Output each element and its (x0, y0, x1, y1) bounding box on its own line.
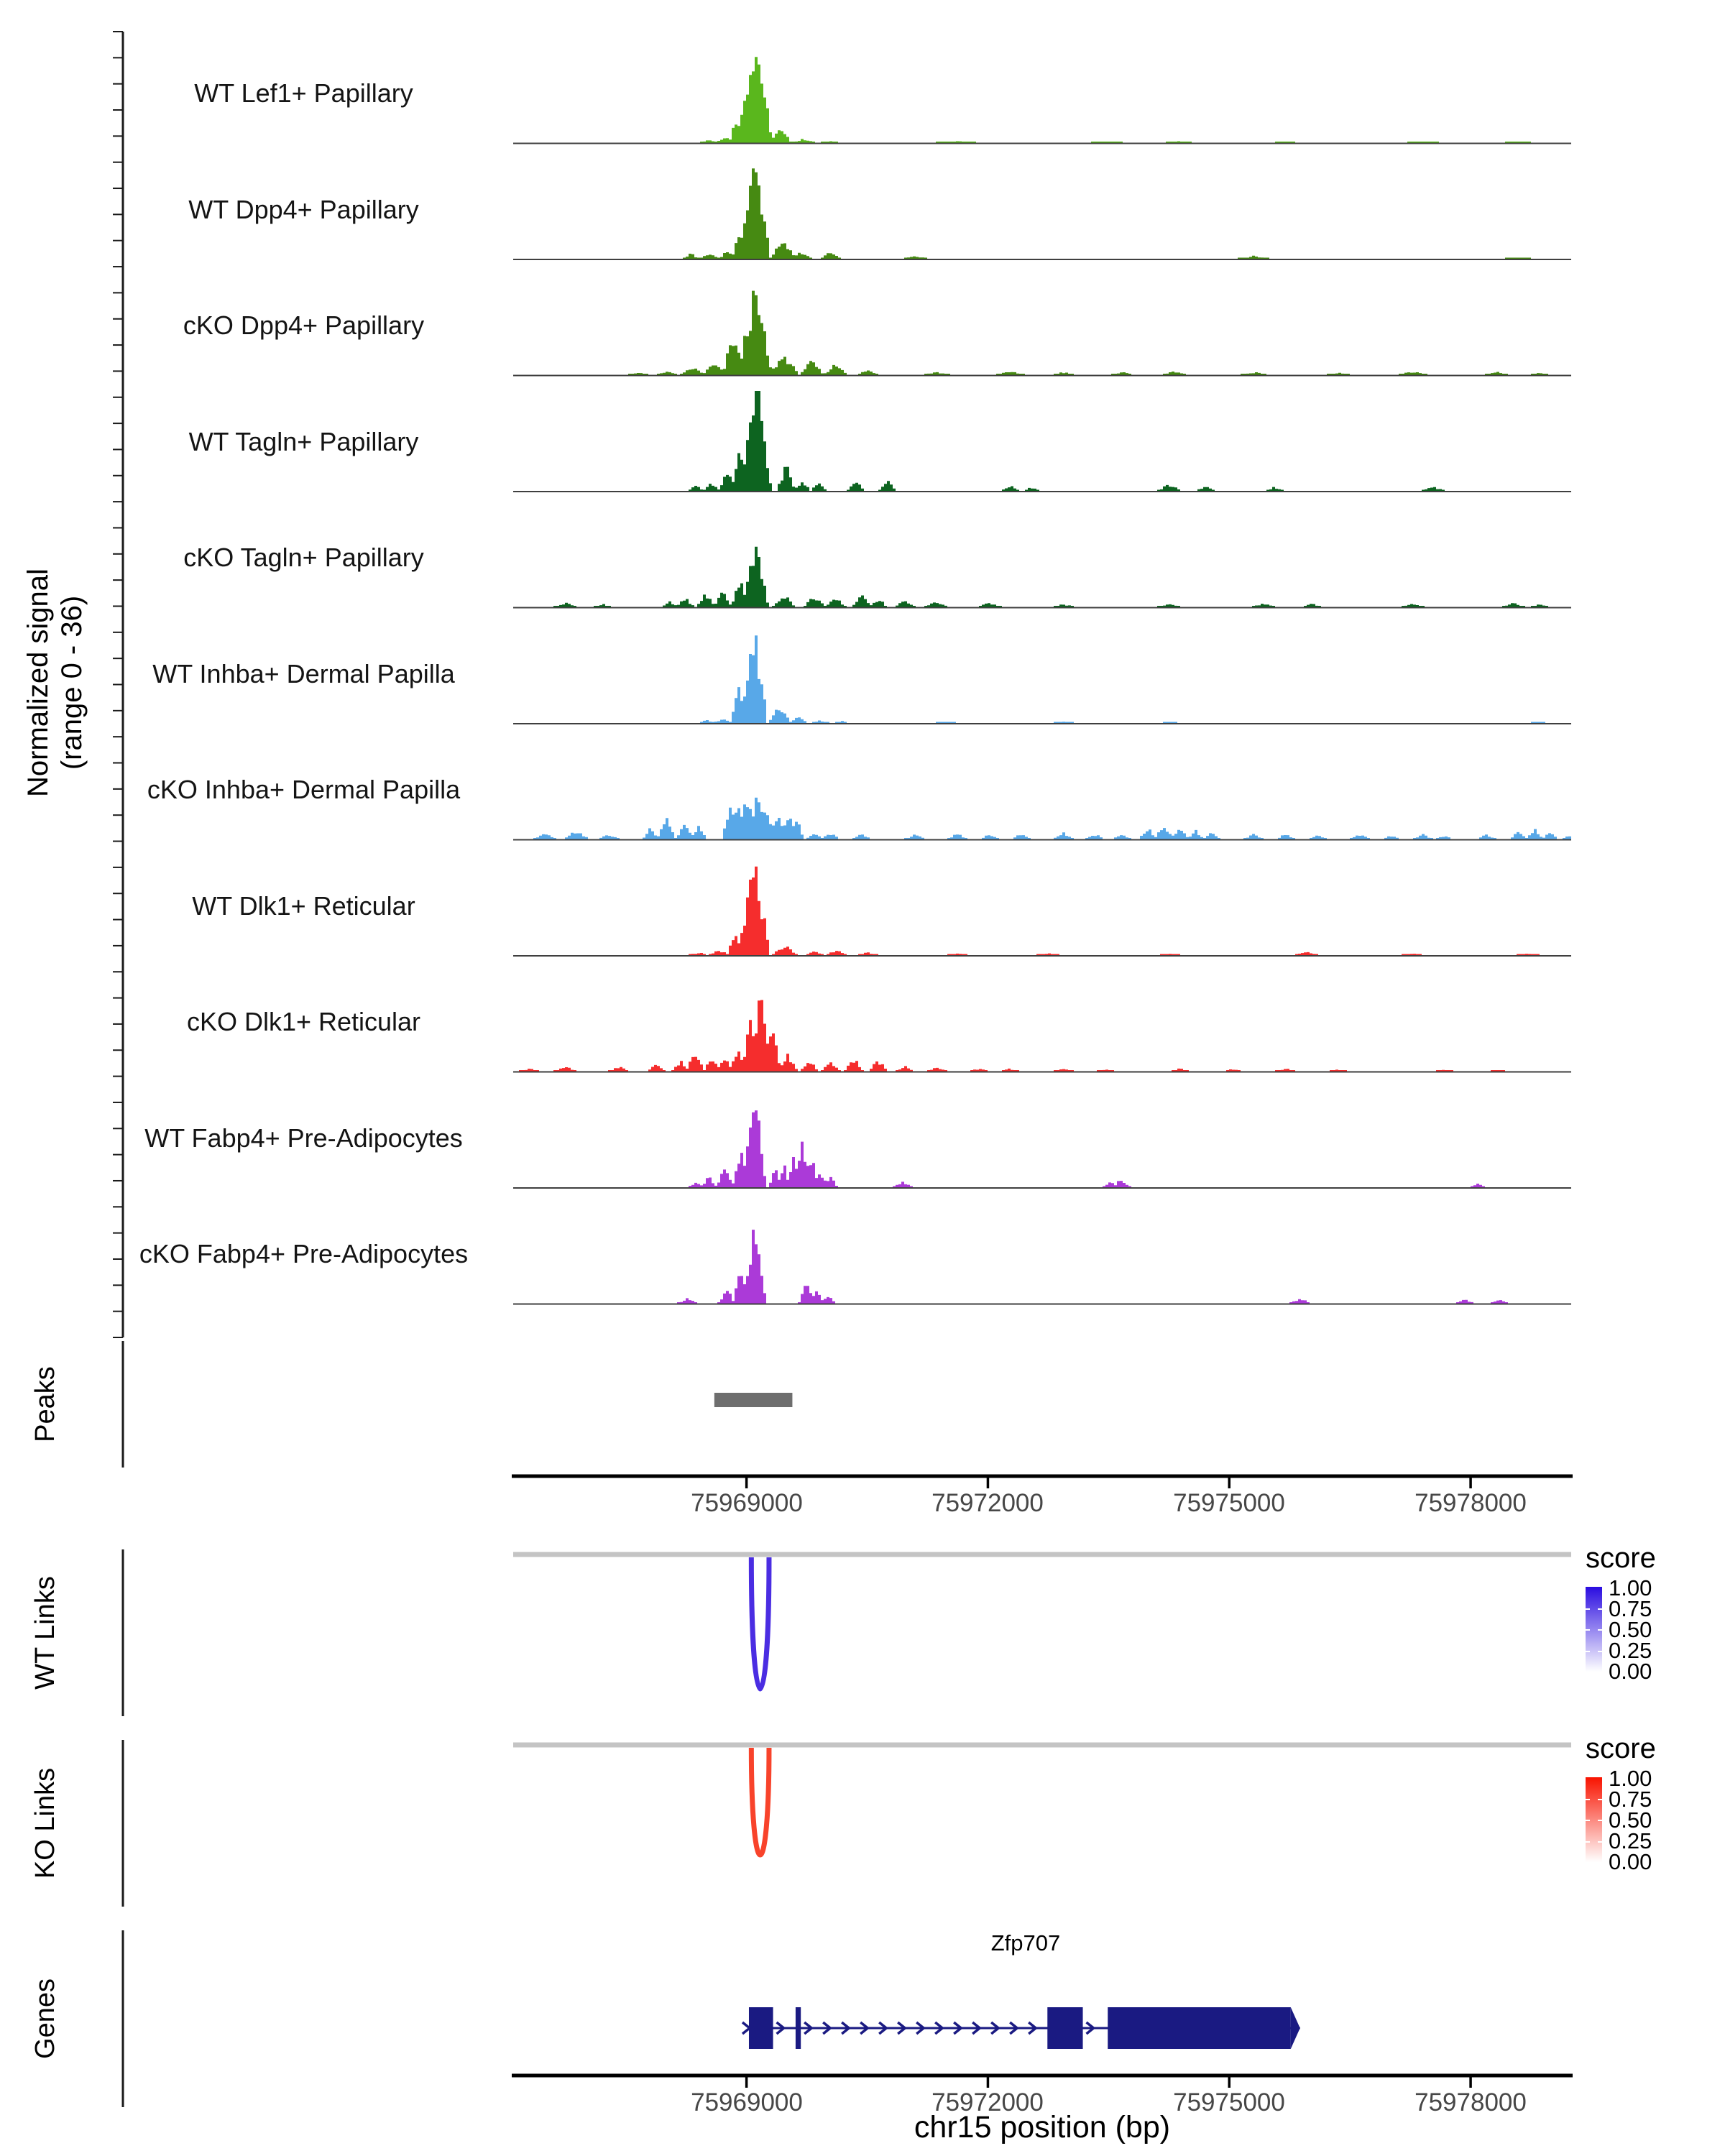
signal-tracks (513, 57, 1571, 1304)
y-axis-label (22, 453, 93, 913)
signal-area (513, 1230, 1571, 1304)
gradient-notch (1586, 1841, 1602, 1843)
section-label-ko-links: KO Links (30, 1767, 60, 1879)
section-label-wt-links: WT Links (30, 1576, 60, 1690)
ko-score-gradient (1586, 1777, 1602, 1862)
signal-area (513, 1000, 1571, 1072)
genome-axis-top (512, 1476, 1573, 1488)
x-tick-label: 75975000 (1173, 1489, 1285, 1517)
gradient-notch (1586, 1799, 1602, 1800)
x-tick-label: 75975000 (1173, 2088, 1285, 2116)
track-label: cKO Inhba+ Dermal Papilla (147, 775, 461, 804)
ko-score-label: 1.00 (1609, 1766, 1652, 1791)
wt-score-label: 0.75 (1609, 1596, 1652, 1621)
gradient-notch (1586, 1608, 1602, 1610)
x-tick-label: 75969000 (691, 2088, 803, 2116)
track-label: WT Tagln+ Papillary (188, 426, 419, 456)
signal-area (513, 798, 1571, 840)
x-tick-label: 75978000 (1414, 2088, 1527, 2116)
wt-score-label: 0.50 (1609, 1617, 1652, 1642)
wt-score-legend-title: score (1586, 1542, 1656, 1574)
gene-model (742, 2007, 1300, 2049)
peaks-track (714, 1393, 793, 1407)
ko-link-arc (751, 1748, 769, 1855)
track-label: WT Inhba+ Dermal Papilla (152, 658, 455, 688)
track-label: WT Dpp4+ Papillary (188, 194, 419, 224)
signal-area (513, 168, 1571, 259)
ko-score-label: 0.25 (1609, 1828, 1652, 1853)
section-label-peaks: Peaks (30, 1366, 60, 1442)
wt-score-label: 1.00 (1609, 1575, 1652, 1600)
x-tick-label: 75978000 (1414, 1489, 1527, 1517)
signal-area (513, 867, 1571, 956)
track-label: cKO Dpp4+ Papillary (183, 310, 425, 340)
ko-score-label: 0.00 (1609, 1849, 1652, 1874)
gradient-notch (1586, 1820, 1602, 1821)
exon-box (749, 2007, 773, 2049)
gradient-notch (1586, 1629, 1602, 1631)
signal-area (513, 57, 1571, 143)
track-label: WT Dlk1+ Reticular (192, 890, 415, 921)
track-label: cKO Dlk1+ Reticular (186, 1007, 421, 1036)
y-axis-label-line1: Normalized signal (22, 568, 54, 797)
gradient-notch (1586, 1651, 1602, 1652)
x-axis-title: chr15 position (bp) (914, 2110, 1171, 2145)
wt-score-gradient (1586, 1587, 1602, 1672)
exon-box (1108, 2007, 1291, 2049)
wt-score-label: 0.00 (1609, 1659, 1652, 1684)
wt-score-label: 0.25 (1609, 1638, 1652, 1663)
ko-score-label: 0.50 (1609, 1807, 1652, 1833)
gene-name-label: Zfp707 (990, 1930, 1061, 1955)
exon-box (1047, 2007, 1082, 2049)
y-axis-label-line2: (range 0 - 36) (56, 595, 88, 770)
x-tick-label: 75972000 (932, 2088, 1044, 2116)
track-label: WT Fabp4+ Pre-Adipocytes (144, 1123, 463, 1153)
x-tick-label: 75972000 (932, 1489, 1044, 1517)
track-label: WT Lef1+ Papillary (194, 78, 413, 108)
ko-score-label: 0.75 (1609, 1787, 1652, 1812)
wt-link-arc (751, 1557, 769, 1689)
signal-area (513, 391, 1571, 492)
track-label: cKO Tagln+ Papillary (183, 543, 424, 572)
ko-score-legend-title: score (1586, 1733, 1656, 1764)
genome-axis-bottom (512, 2076, 1573, 2088)
track-label: cKO Fabp4+ Pre-Adipocytes (139, 1239, 469, 1268)
exon-box (796, 2007, 801, 2049)
section-label-genes: Genes (30, 1978, 60, 2059)
x-tick-label: 75969000 (691, 1489, 803, 1517)
gene-end-arrow (1291, 2007, 1300, 2049)
signal-area (513, 547, 1571, 608)
signal-area (513, 635, 1571, 724)
links-panels (513, 1554, 1571, 1855)
strand-arrow-icon (742, 2022, 750, 2034)
peak-bar (714, 1393, 793, 1407)
signal-area (513, 1110, 1571, 1188)
signal-area (513, 291, 1571, 376)
